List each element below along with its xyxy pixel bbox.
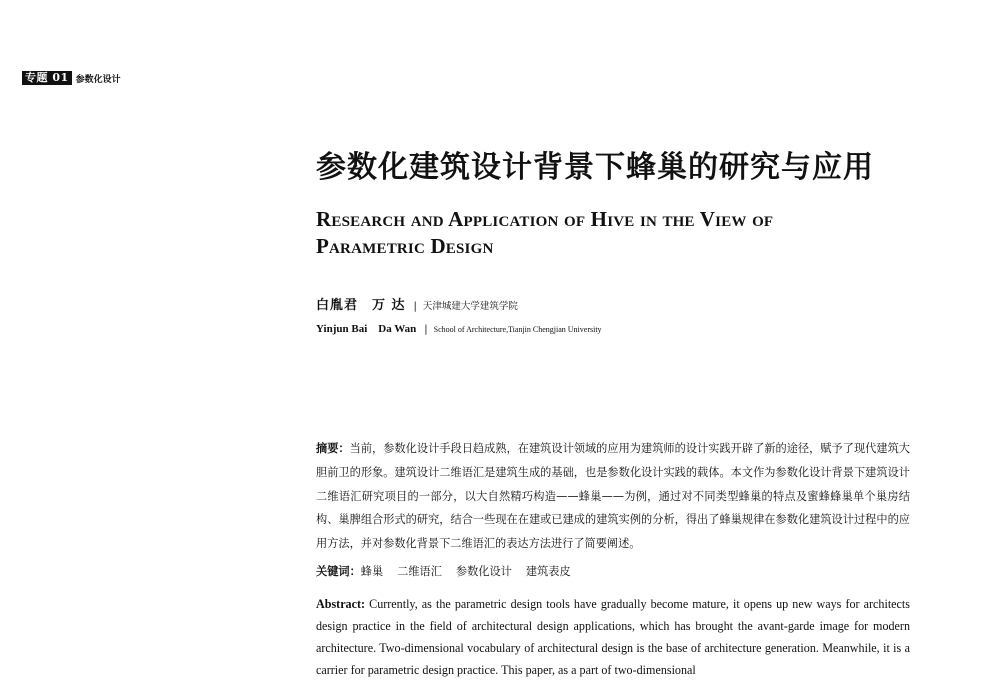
affiliation-english: School of Architecture,Tianjin Chengjian University bbox=[433, 325, 602, 334]
keyword: 参数化设计 bbox=[455, 565, 512, 578]
author-names-english: Yinjun Bai Da Wan bbox=[316, 323, 417, 335]
page-header bbox=[22, 71, 121, 85]
keyword: 二维语汇 bbox=[397, 565, 442, 578]
abstract-english-text: Currently, as the parametric design tools have gradually become mature, it opens up new ways for architects design practice in the field of architectural design applications, which has brought the avant-garde image for modern architecture. Two-dimensional vocabulary of architectural design is the base of architecture generation. Meanwhile, it is a carrier for parametric design practice. This paper, as a part of two-dimensional bbox=[316, 597, 910, 677]
author-names-chinese: 白胤君 万 达 bbox=[316, 298, 406, 313]
section-label: 参数化设计 bbox=[75, 74, 121, 85]
title-english: Research and Application of Hive in the View of Parametric Design bbox=[316, 207, 774, 258]
keyword: 蜂巢 bbox=[360, 565, 384, 578]
abstract-english-label: Abstract: bbox=[316, 597, 366, 611]
author-separator: | bbox=[413, 301, 417, 312]
affiliation-chinese: 天津城建大学建筑学院 bbox=[422, 301, 518, 312]
keyword: 建筑表皮 bbox=[525, 565, 571, 578]
title-chinese: 参数化建筑设计背景下蜂巢的研究与应用 bbox=[316, 150, 874, 185]
authors-chinese bbox=[316, 294, 518, 313]
authors-english bbox=[316, 320, 602, 336]
abstract-chinese-text: 当前，参数化设计手段日趋成熟，在建筑设计领域的应用为建筑师的设计实践开辟了新的途径，赋予了现代建筑大胆前卫的形象。建筑设计二维语汇是建筑生成的基础，也是参数化设计实践的载体。本文作为参数化设计背景下建筑设计二维语汇研究项目的一部分，以大自然精巧构造——蜂巢——为例，通过对不同类型蜂巢的特点及蜜蜂蜂巢单个巢房结构、巢脾组合形式的研究，结合一些现在在建或已建成的建筑实例的分析，得出了蜂巢规律在参数化建筑设计过程中的应用方法，并对参数化背景下二维语汇的表达方法进行了简要阐述。 bbox=[316, 442, 910, 551]
abstract-chinese-label: 摘要： bbox=[316, 442, 350, 455]
abstract-english bbox=[316, 593, 910, 681]
abstract-chinese bbox=[316, 437, 910, 556]
keywords-label: 关键词： bbox=[316, 565, 361, 578]
author-separator: | bbox=[424, 324, 428, 335]
section-badge: 专题 01 bbox=[22, 71, 72, 85]
keywords bbox=[316, 563, 585, 579]
